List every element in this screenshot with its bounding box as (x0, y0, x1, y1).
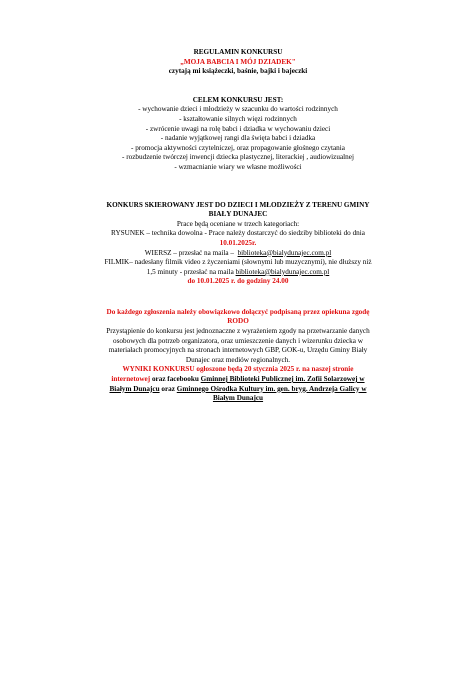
wiersz-label: WIERSZ – przesłać na maila – (144, 248, 234, 257)
email-link[interactable]: biblioteka@bialydunajec.com.pl (235, 267, 330, 276)
rodo-notice: Do każdego zgłoszenia należy obowiązkowo dołączyć podpisaną przez opiekuna zgodę (106, 307, 370, 316)
results-line (88, 375, 388, 385)
target-heading-place: BIAŁY DUNAJEC (208, 210, 268, 219)
goal-item: - zwrócenie uwagi na rolę babci i dziadka w wychowaniu dzieci (145, 124, 331, 133)
goal-item: - promocja aktywności czytelniczej, oraz propagowanie głośnego czytania (131, 143, 345, 152)
results-and-facebook: oraz facebooku (150, 375, 201, 384)
goal-item: - kształtowanie silnych więzi rodzinnych (179, 114, 297, 123)
goal-item: - wzmacnianie wiary we własne możliwości (174, 162, 302, 171)
library-place[interactable]: Białym Dunajcu (109, 384, 160, 393)
target-heading: KONKURS SKIEROWANY JEST DO DZIECI I MŁODZIEŻY Z TERENU GMINY (106, 200, 370, 209)
library-name[interactable]: Gminnej Biblioteki Publicznej im. Zofii Solarzowej w (200, 375, 365, 384)
gok-name[interactable]: Gminnego Ośrodka Kultury im. gen. bryg. Andrzeja Galicy w (176, 384, 367, 393)
consent-text: osobowych dla potrzeb organizatora, oraz umieszczenie danych i wizerunku dziecka w (113, 336, 363, 345)
results-announcement: WYNIKI KONKURSU ogłoszone będą 20 stycznia 2025 r. na naszej stronie (122, 365, 354, 374)
rysunek-deadline: 10.01.2025r. (219, 238, 257, 247)
contest-name: „MOJA BABCIA I MÓJ DZIADEK" (180, 57, 296, 66)
goal-item: - wychowanie dzieci i młodzieży w szacunku do wartości rodzinnych (138, 105, 338, 114)
contest-subtitle: czytają mi książeczki, baśnie, bajki i bajeczki (168, 67, 308, 76)
goal-item: - nadanie wyjątkowej rangi dla święta babci i dziadka (160, 134, 316, 143)
filmik-deadline: do 10.01.2025 r. do godziny 24.00 (187, 277, 289, 286)
email-link[interactable]: biblioteka@bialydunajec.com.pl (237, 248, 332, 257)
category-filmik: FILMIK– nadesłany filmik video z życzeniami (słownymi lub muzycznymi), nie dłuższy niż (104, 258, 372, 267)
consent-text: materiałach promocyjnych na stronach internetowych GBP, GOK-u, Urzędu Gminy Biały (108, 346, 368, 355)
results-internet: internetowej (111, 375, 151, 384)
consent-text: Przystąpienie do konkursu jest jednoznaczne z wyrażeniem zgody na przetwarzanie danych (106, 327, 370, 336)
gok-place[interactable]: Białym Dunajcu (212, 394, 264, 403)
and-word: oraz (159, 384, 177, 393)
results-line (88, 394, 388, 404)
document-page (88, 48, 388, 404)
results-line (88, 385, 388, 395)
goal-item: - rozbudzenie twórczej inwencji dziecka plastycznej, literackiej , audiowizualnej (122, 153, 354, 162)
consent-text: Dunajec oraz mediów regionalnych. (185, 355, 291, 364)
rodo-notice-word: RODO (227, 317, 249, 326)
category-filmik-cont (88, 268, 388, 278)
category-rysunek: RYSUNEK – technika dowolna - Prace należy dostarczyć do siedziby biblioteki do dnia (111, 229, 365, 238)
category-wiersz (88, 249, 388, 259)
regulations-title: REGULAMIN KONKURSU (193, 48, 283, 56)
goals-heading: CELEM KONKURSU JEST: (192, 95, 284, 104)
categories-intro: Prace będą oceniane w trzech kategoriach: (176, 219, 300, 228)
filmik-label: 1,5 minuty - przesłać na maila (146, 267, 234, 276)
